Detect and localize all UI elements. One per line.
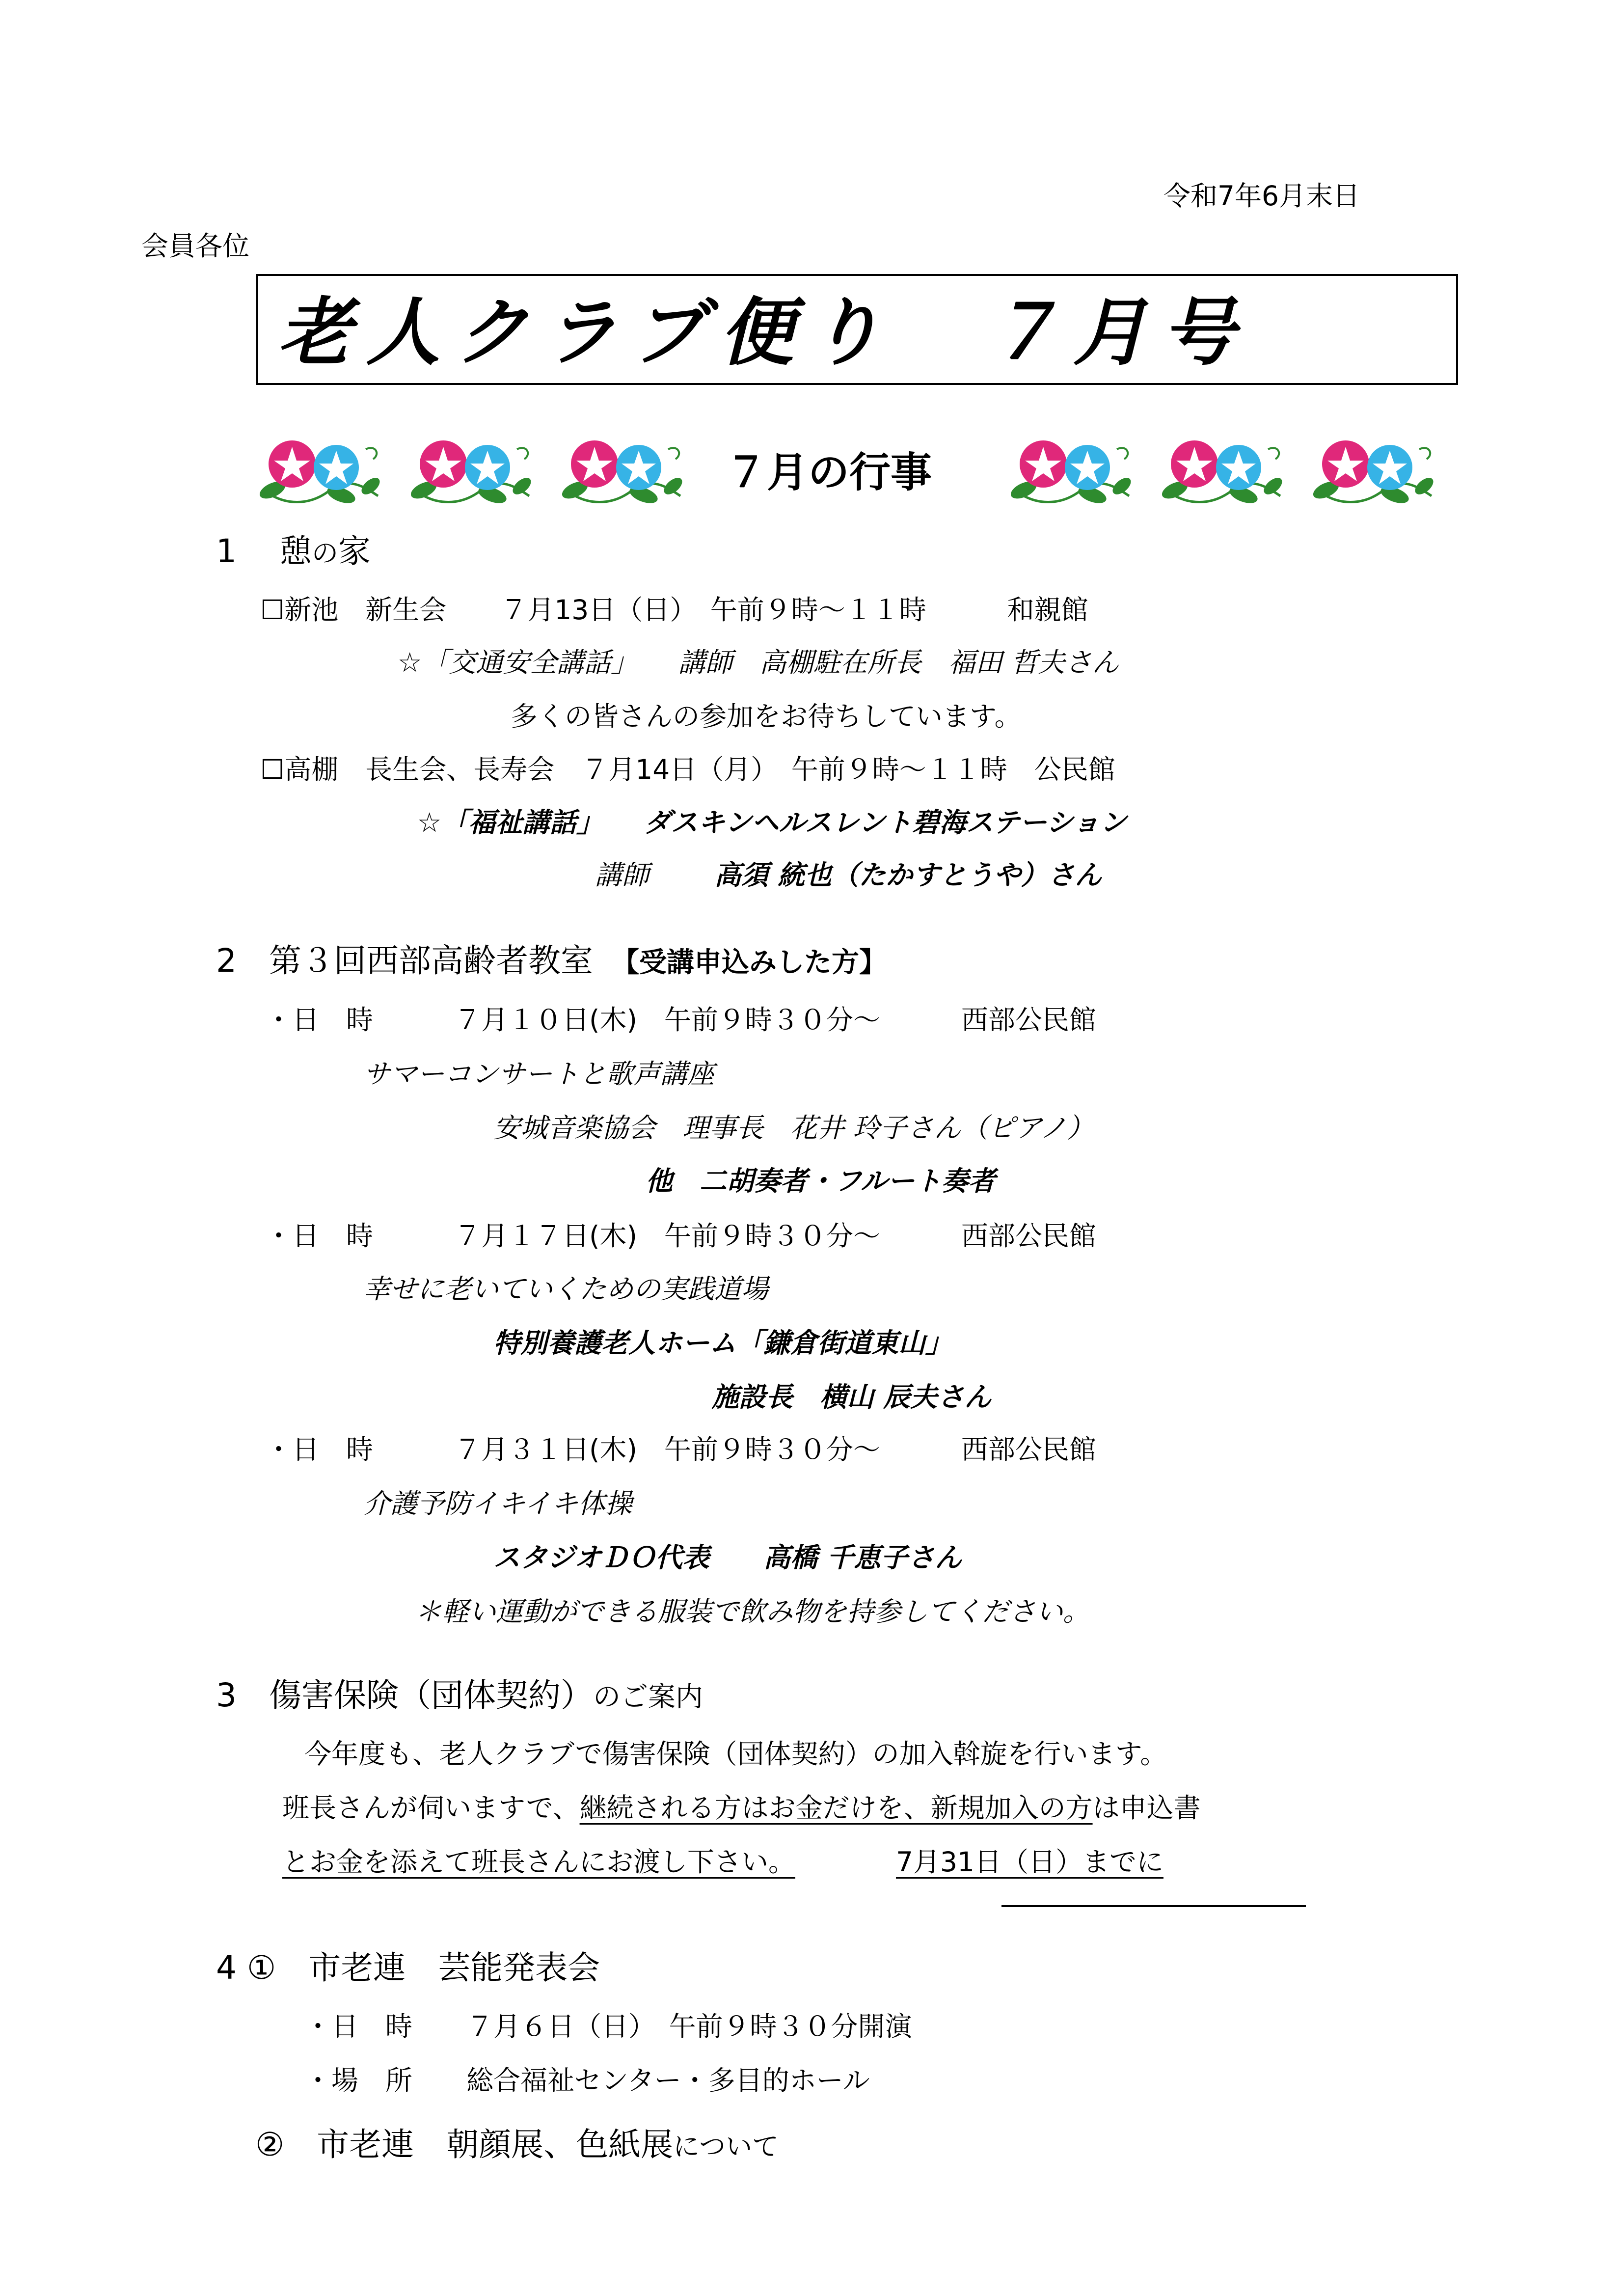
session2-topic: 幸せに老いていくための実践道場 [363,1273,769,1305]
newsletter-title: 老人クラブ便り ７月号 [278,289,1250,376]
section3-heading: 3 傷害保険（団体契約）のご案内 [216,1676,703,1714]
recipient: 会員各位 [141,230,250,262]
session3-speaker: スタジオＤＯ代表 高橋 千恵子さん [493,1542,962,1573]
session1-topic: サマーコンサートと歌声講座 [363,1058,715,1090]
morning-glory-icon [1158,432,1285,511]
session3-topic: 介護予防イキイキ体操 [363,1488,632,1519]
section4-item1-date: ・日 時 ７月６日（日） 午前９時３０分開演 [304,2011,912,2042]
session2-org: 特別養護老人ホーム「鎌倉街道東山」 [493,1327,953,1359]
session3-datetime: ・日 時 ７月３１日(木) 午前９時３０分～ 西部公民館 [265,1434,1096,1465]
morning-glory-icon [1309,432,1436,511]
morning-glory-icon [406,432,534,511]
section3-para2: 班長さんが伺いますで、継続される方はお金だけを、新規加入の方は申込書 [282,1792,1201,1824]
section1-item1-note: 多くの皆さんの参加をお待ちしています。 [511,701,1022,732]
section1-item2: ☐高棚 長生会、長寿会 ７月14日（月） 午前９時～１１時 公民館 [260,754,1115,785]
morning-glory-icon [558,432,685,511]
section3-para1: 今年度も、老人クラブで傷害保険（団体契約）の加入斡旋を行います。 [304,1738,1167,1770]
section1-item1-lecture: ☆「交通安全講話」 講師 高棚駐在所長 福田 哲夫さん [398,647,1119,678]
session3-note: ＊軽い運動ができる服装で飲み物を持参してください。 [415,1596,1090,1627]
session2-speaker: 施設長 横山 辰夫さん [712,1381,992,1413]
session1-datetime: ・日 時 ７月１０日(木) 午前９時３０分～ 西部公民館 [265,1004,1096,1036]
issue-date: 令和7年6月末日 [1163,180,1360,212]
session2-datetime: ・日 時 ７月１７日(木) 午前９時３０分～ 西部公民館 [265,1220,1096,1252]
morning-glory-icon [255,432,383,511]
section1-heading: 1 憩の家 [216,532,371,570]
deadline-underline [1001,1905,1306,1907]
title-box [256,274,1458,385]
morning-glory-icon [1006,432,1134,511]
section1-item2-lecturer: 高須 統也（たかすとうや）さん [714,859,1102,891]
section2-heading: 2 第３回西部高齢者教室 【受講申込みした方】 [216,942,887,980]
session1-speaker: 安城音楽協会 理事長 花井 玲子さん（ピアノ） [493,1112,1094,1144]
section4-item1-heading: 4 ① 市老連 芸能発表会 [216,1949,600,1987]
section3-para3: とお金を添えて班長さんにお渡し下さい。 7月31日（日）までに [282,1846,1163,1878]
section1-item2-lecturer-label: 講師 [595,859,649,891]
session1-others: 他 二胡奏者・フルート奏者 [646,1165,996,1197]
events-heading: ７月の行事 [726,448,932,496]
section1-item2-lecture: ☆「福祉講話」 ダスキンヘルスレント碧海ステーション [417,807,1127,838]
section1-item1: ☐新池 新生会 ７月13日（日） 午前９時～１１時 和親館 [260,594,1088,626]
section4-item2-heading: ② 市老連 朝顔展、色紙展について [255,2126,779,2163]
section4-item1-place: ・場 所 総合福祉センター・多目的ホール [304,2065,870,2096]
